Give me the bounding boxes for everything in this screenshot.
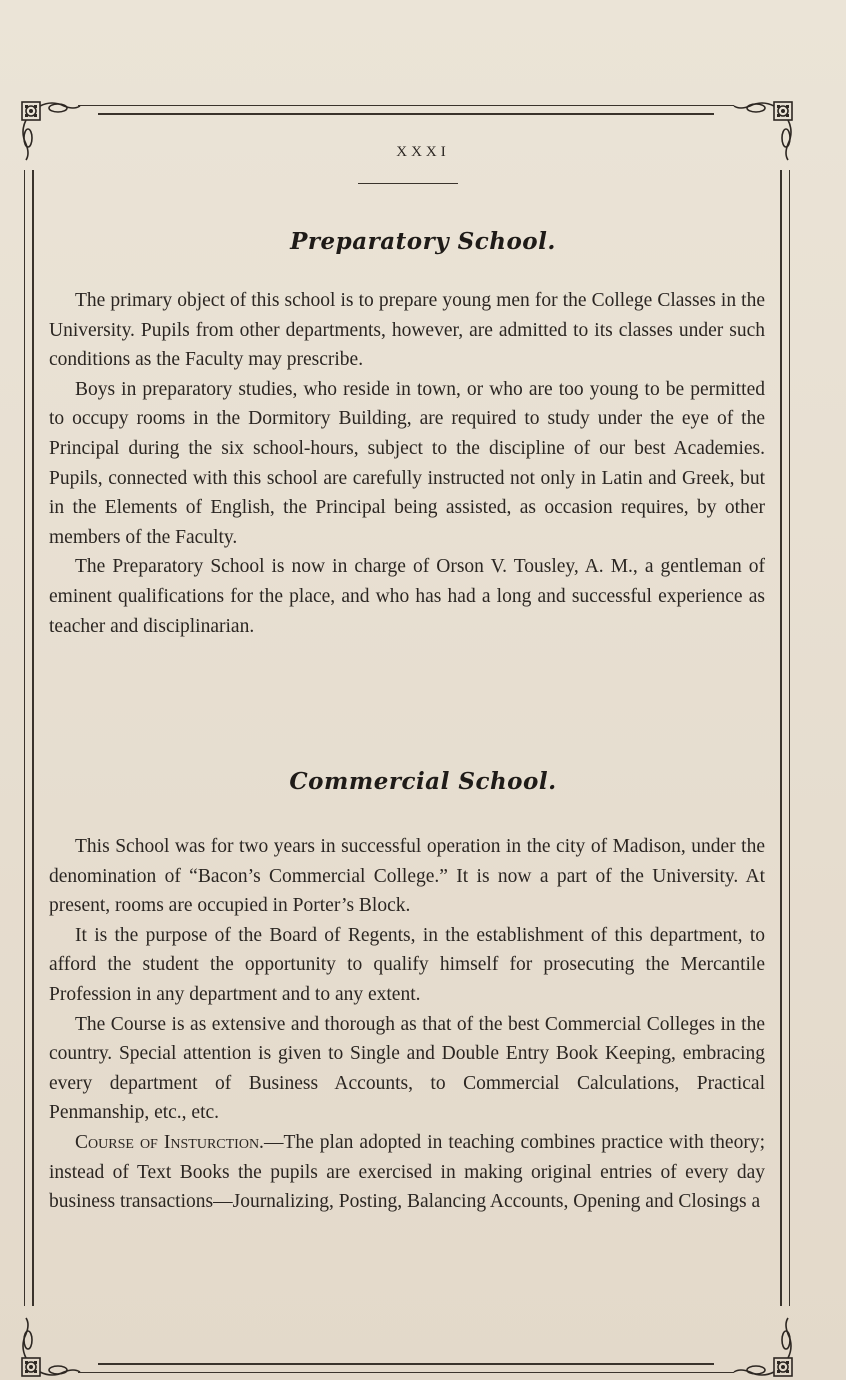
section-body-preparatory <box>49 286 765 641</box>
paragraph: It is the purpose of the Board of Regents, in the establishment of this department, to afford the student the opportunity to qualify himself for prosecuting the Mercantile Profession in any department and to any extent. <box>49 924 765 1005</box>
paragraph: Boys in preparatory studies, who reside in town, or who are too young to be permitted to occupy rooms in the Dormitory Building, are required to study under the eye of the Principal during the six school-hours, subject to the discipline of our best Academies. Pupils, connected with this school are carefully instructed not only in Latin and Greek, but in the Elements of English, the Principal being assisted, as occasion requires, by other members of the Faculty. <box>49 378 765 548</box>
section-heading-commercial: Commercial School. <box>289 768 557 795</box>
paragraph: The primary object of this school is to prepare young men for the College Classes in the University. Pupils from other departments, however, are admitted to its classes under such conditions as the Faculty may prescribe. <box>49 290 765 371</box>
paragraph <box>49 1128 765 1217</box>
paragraph-lead: Course of Insturction. <box>75 1131 264 1153</box>
page-number: XXXI <box>396 144 450 160</box>
section-heading-preparatory: Preparatory School. <box>290 228 556 255</box>
divider <box>358 183 458 184</box>
section-body-commercial <box>49 832 765 1217</box>
paragraph: This School was for two years in successful operation in the city of Madison, under the denomination of “Bacon’s Commercial College.” It is now a part of the University. At present, rooms are occupied in Porter’s Block. <box>49 836 765 917</box>
paragraph: The Preparatory School is now in charge of Orson V. Tousley, A. M., a gentleman of eminent qualifications for the place, and who has had a long and successful experience as teacher and disciplinarian. <box>49 556 765 637</box>
paragraph-body: —The plan adopted in teaching combines practice with theory; instead of Text Books the pupils are exercised in making original entries of every day business transactions—Journalizing, Posting, Balancing Accounts, Opening and Closings a <box>49 1131 765 1213</box>
corner-ornament-icon <box>732 1316 796 1380</box>
paragraph: The Course is as extensive and thorough as that of the best Commercial Colleges in the country. Special attention is given to Single and Double Entry Book Keeping, embracing every department of Business Accounts, to Commercial Calculations, Practical Penmanship, etc., etc. <box>49 1013 765 1124</box>
corner-ornament-icon <box>18 1316 82 1380</box>
